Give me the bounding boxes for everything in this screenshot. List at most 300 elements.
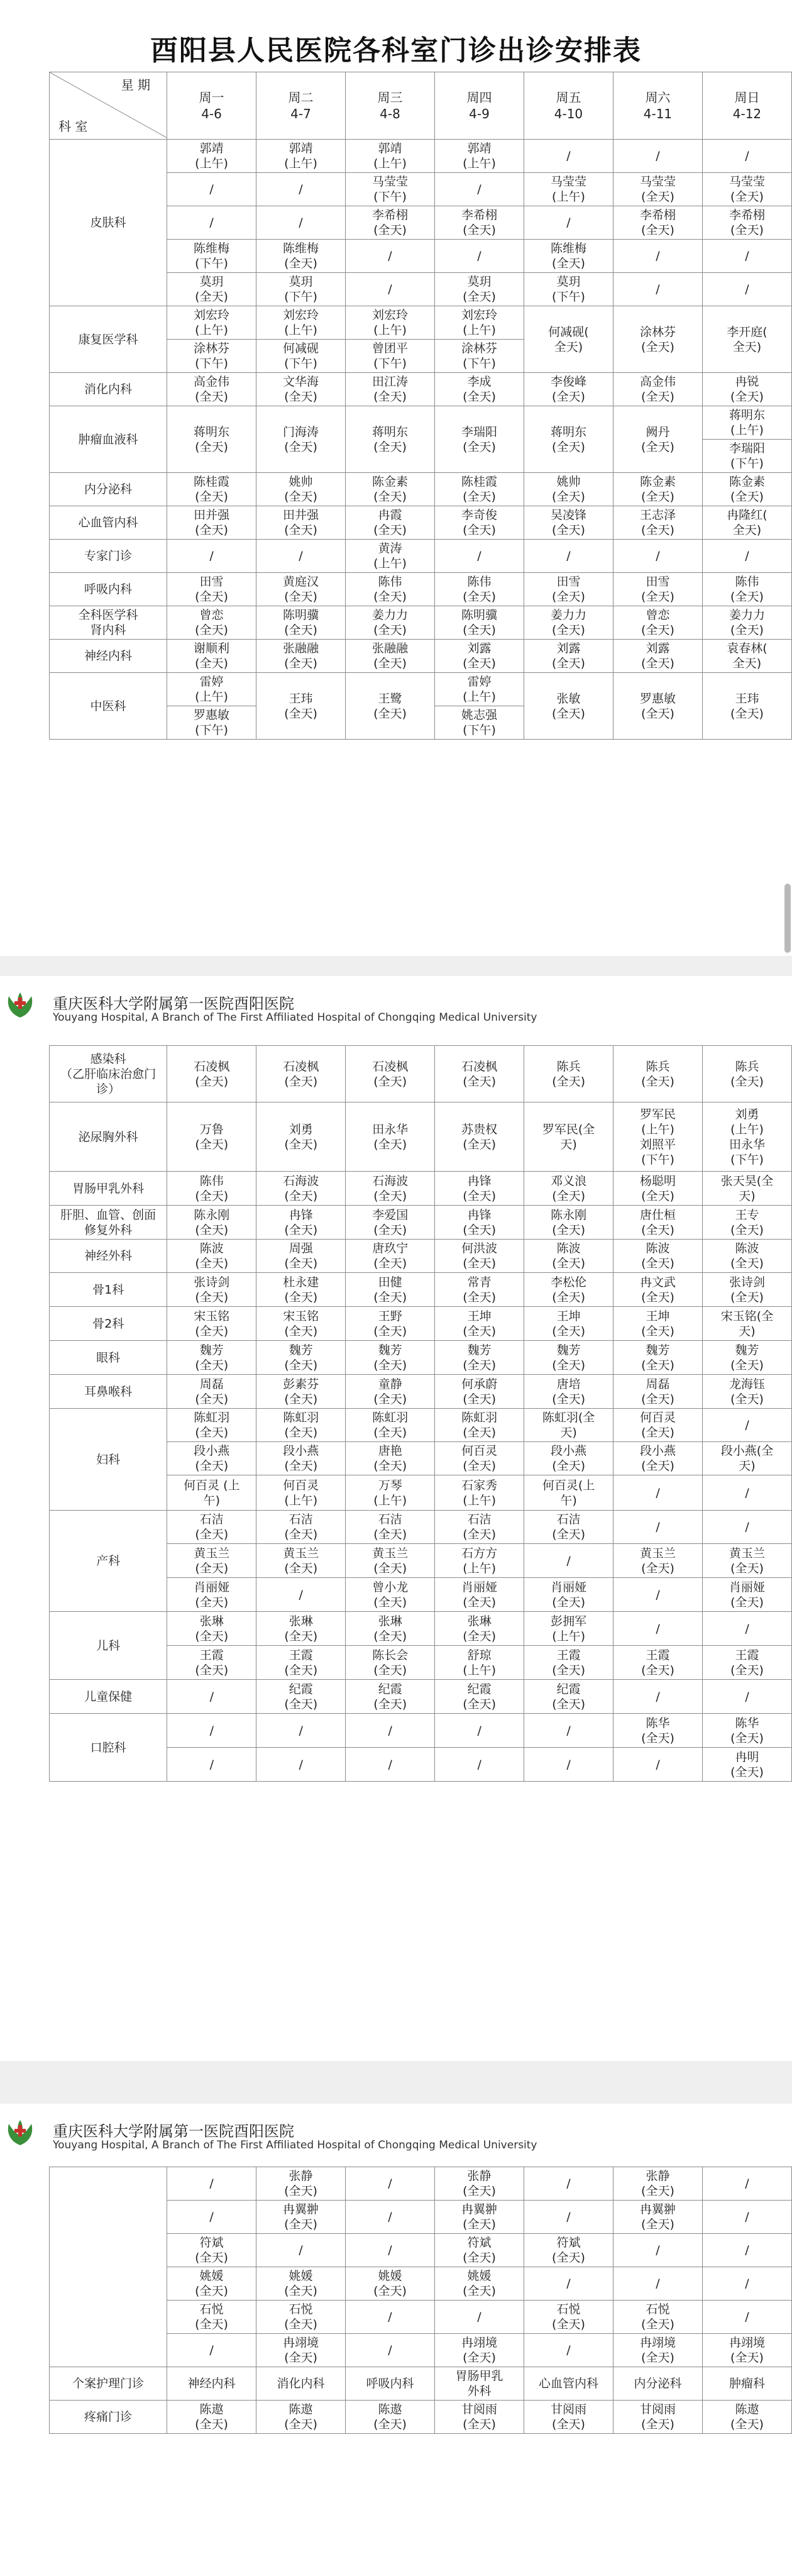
schedule-cell: 黄庭汉 (全天) <box>256 573 346 606</box>
schedule-page-3 <box>0 2104 792 2576</box>
schedule-cell: 石凌枫 (全天) <box>346 1046 435 1102</box>
schedule-cell: 石凌枫 (全天) <box>435 1046 524 1102</box>
schedule-cell: 刘勇 (全天) <box>256 1102 346 1172</box>
corner-dept-label: 科 室 <box>58 119 88 134</box>
schedule-cell: / <box>346 273 435 306</box>
schedule-cell: 文华海 (全天) <box>256 373 346 406</box>
schedule-cell: 陈兵 (全天) <box>703 1046 792 1102</box>
schedule-cell: / <box>524 540 613 573</box>
schedule-cell: 王霞 (全天) <box>167 1646 256 1680</box>
schedule-cell: / <box>524 2267 613 2301</box>
schedule-cell: / <box>703 1511 792 1544</box>
dept-cell: 专家门诊 <box>50 540 167 573</box>
schedule-cell: 魏芳 (全天) <box>435 1341 524 1375</box>
schedule-cell: 张诗剑 (全天) <box>703 1273 792 1307</box>
schedule-cell: 王坤 (全天) <box>613 1307 703 1341</box>
day-header-sat <box>613 72 702 140</box>
schedule-cell: / <box>167 1680 256 1714</box>
schedule-cell: 彭拥军 (上午) <box>524 1612 613 1646</box>
schedule-cell: 陈兵 (全天) <box>524 1046 613 1102</box>
schedule-cell: 马莹莹 (全天) <box>613 173 702 206</box>
dept-cell: 肝胆、血管、创面 修复外科 <box>50 1206 167 1240</box>
schedule-cell: 郭靖 (上午) <box>167 140 256 173</box>
schedule-cell: 蒋明东 (上午) <box>702 406 791 440</box>
schedule-cell: 陈长会 (全天) <box>346 1646 435 1680</box>
schedule-row <box>50 1511 792 1544</box>
schedule-cell: 段小燕 (全天) <box>613 1442 703 1475</box>
schedule-cell: 何百灵(上 午) <box>524 1475 613 1511</box>
day-date: 4-9 <box>469 106 490 121</box>
schedule-cell: 张琳 (全天) <box>435 1612 524 1646</box>
schedule-cell: / <box>256 540 346 573</box>
schedule-cell: / <box>346 1714 435 1748</box>
schedule-cell: 王志泽 (全天) <box>613 506 702 540</box>
schedule-cell: 冉锋 (全天) <box>435 1206 524 1240</box>
schedule-cell: / <box>167 2201 256 2234</box>
dept-cell <box>50 2167 167 2367</box>
schedule-cell: 姜力力 (全天) <box>702 606 791 640</box>
day-header-tue <box>256 72 346 140</box>
schedule-cell: 呼吸内科 <box>346 2367 435 2401</box>
schedule-row <box>50 1409 792 1442</box>
schedule-cell: 张静 (全天) <box>256 2167 346 2201</box>
schedule-cell: 刘宏玲 (上午) <box>256 306 346 340</box>
schedule-cell: / <box>702 240 791 273</box>
schedule-cell: 张敏 (全天) <box>524 673 613 740</box>
schedule-cell: 唐仕桓 (全天) <box>613 1206 703 1240</box>
schedule-cell: 张琳 (全天) <box>256 1612 346 1646</box>
schedule-cell: 李成 (全天) <box>434 373 524 406</box>
schedule-cell: 涂林芬 (下午) <box>434 340 524 373</box>
schedule-cell: 张静 (全天) <box>613 2167 702 2201</box>
schedule-row <box>50 2401 792 2434</box>
schedule-cell: 高金伟 (全天) <box>613 373 702 406</box>
schedule-cell: 陈波 (全天) <box>613 1240 703 1273</box>
schedule-cell: 石洁 (全天) <box>524 1511 613 1544</box>
schedule-cell: 田江涛 (全天) <box>346 373 435 406</box>
schedule-cell: / <box>703 1680 792 1714</box>
schedule-cell: 心血管内科 <box>524 2367 613 2401</box>
page-separator <box>0 956 792 976</box>
schedule-cell: 魏芳 (全天) <box>167 1341 256 1375</box>
schedule-cell: 刘宏玲 (上午) <box>167 306 256 340</box>
day-header-wed <box>346 72 435 140</box>
schedule-cell: 魏芳 (全天) <box>703 1341 792 1375</box>
schedule-page-1 <box>0 0 792 956</box>
schedule-cell: 石洁 (全天) <box>346 1511 435 1544</box>
schedule-cell: 陈华 (全天) <box>613 1714 703 1748</box>
schedule-cell: 王野 (全天) <box>346 1307 435 1341</box>
schedule-cell: 李松伦 (全天) <box>524 1273 613 1307</box>
schedule-cell: 陈兵 (全天) <box>613 1046 703 1102</box>
schedule-cell: 马莹莹 (全天) <box>702 173 791 206</box>
schedule-cell: 甘阅雨 (全天) <box>434 2401 524 2434</box>
schedule-cell: 蒋明东 (全天) <box>524 406 613 473</box>
schedule-cell: 田并强 (全天) <box>167 506 256 540</box>
schedule-cell: 莫玥 (全天) <box>167 273 256 306</box>
schedule-cell: 肿瘤科 <box>702 2367 791 2401</box>
schedule-row <box>50 473 792 506</box>
schedule-cell: 周磊 (全天) <box>613 1375 703 1409</box>
schedule-cell: 曾恋 (全天) <box>167 606 256 640</box>
schedule-cell: 张融融 (全天) <box>256 640 346 673</box>
dept-cell: 肿瘤血液科 <box>50 406 167 473</box>
schedule-cell: 黄玉兰 (全天) <box>256 1544 346 1578</box>
schedule-cell: 冉翊境 (全天) <box>613 2334 702 2367</box>
schedule-cell: / <box>167 1714 256 1748</box>
schedule-row <box>50 506 792 540</box>
dept-cell: 骨2科 <box>50 1307 167 1341</box>
schedule-cell: 刘露 (全天) <box>524 640 613 673</box>
schedule-cell: 田永华 (全天) <box>346 1102 435 1172</box>
schedule-cell: 冉翊境 (全天) <box>434 2334 524 2367</box>
schedule-cell: 张琳 (全天) <box>346 1612 435 1646</box>
schedule-cell: / <box>613 1748 703 1782</box>
schedule-cell: 田雪 (全天) <box>167 573 256 606</box>
schedule-table <box>49 72 792 740</box>
schedule-cell: 蒋明东 (全天) <box>167 406 256 473</box>
schedule-cell: / <box>524 2201 613 2234</box>
schedule-cell: / <box>613 1511 703 1544</box>
schedule-cell: 陈维梅 (全天) <box>256 240 346 273</box>
schedule-cell: 甘阅雨 (全天) <box>613 2401 702 2434</box>
schedule-cell: 姚帅 (全天) <box>256 473 346 506</box>
schedule-cell: / <box>703 1475 792 1511</box>
schedule-cell: 宋玉铭 (全天) <box>167 1307 256 1341</box>
schedule-cell: / <box>346 2234 435 2267</box>
schedule-row <box>50 2167 792 2201</box>
schedule-cell: 陈金素 (全天) <box>702 473 791 506</box>
schedule-cell: 郭靖 (上午) <box>346 140 435 173</box>
schedule-cell: 李希栩 (全天) <box>702 206 791 240</box>
schedule-row <box>50 1206 792 1240</box>
schedule-cell: / <box>167 206 256 240</box>
schedule-cell: 陈伟 (全天) <box>346 573 435 606</box>
schedule-cell: / <box>613 1475 703 1511</box>
schedule-cell: 冉翼翀 (全天) <box>256 2201 346 2234</box>
schedule-cell: 陈伟 (全天) <box>702 573 791 606</box>
schedule-cell: 姜力力 (全天) <box>524 606 613 640</box>
schedule-row <box>50 1680 792 1714</box>
schedule-cell: 神经内科 <box>167 2367 256 2401</box>
schedule-cell: 王坤 (全天) <box>435 1307 524 1341</box>
schedule-cell: 刘露 (全天) <box>613 640 702 673</box>
dept-cell: 全科医学科 肾内科 <box>50 606 167 640</box>
schedule-cell: / <box>346 2201 435 2234</box>
schedule-cell: 纪霞 (全天) <box>256 1680 346 1714</box>
schedule-cell: 段小燕(全 天) <box>703 1442 792 1475</box>
schedule-cell: 纪霞 (全天) <box>435 1680 524 1714</box>
schedule-cell: 杜永建 (全天) <box>256 1273 346 1307</box>
schedule-cell: 石悦 (全天) <box>613 2301 702 2334</box>
schedule-cell: 甘阅雨 (全天) <box>524 2401 613 2434</box>
schedule-cell: 陈波 (全天) <box>167 1240 256 1273</box>
dept-cell: 儿科 <box>50 1612 167 1680</box>
schedule-cell: 黄玉兰 (全天) <box>167 1544 256 1578</box>
schedule-cell: 雷婷 (上午) <box>167 673 256 706</box>
schedule-cell: 雷婷 (上午) <box>434 673 524 706</box>
schedule-cell: / <box>613 1612 703 1646</box>
schedule-cell: 王专 (全天) <box>703 1206 792 1240</box>
schedule-cell: / <box>167 540 256 573</box>
schedule-cell: 涂林芬 (下午) <box>167 340 256 373</box>
schedule-cell: 石海波 (全天) <box>346 1172 435 1206</box>
schedule-cell: / <box>167 1748 256 1782</box>
schedule-cell: 陈虹羽 (全天) <box>256 1409 346 1442</box>
schedule-cell: 黄涛 (上午) <box>346 540 435 573</box>
schedule-cell: 纪霞 (全天) <box>346 1680 435 1714</box>
schedule-row <box>50 640 792 673</box>
dept-cell: 个案护理门诊 <box>50 2367 167 2401</box>
scrollbar[interactable] <box>784 884 791 953</box>
day-date: 4-11 <box>643 106 673 121</box>
schedule-cell: / <box>613 540 702 573</box>
schedule-row <box>50 2367 792 2401</box>
schedule-row <box>50 1102 792 1172</box>
schedule-cell: 罗惠敏 (全天) <box>613 673 702 740</box>
schedule-cell: 何百灵 (上 午) <box>167 1475 256 1511</box>
schedule-cell: 王鹭 (全天) <box>346 673 435 740</box>
schedule-cell: 石洁 (全天) <box>256 1511 346 1544</box>
schedule-row <box>50 1612 792 1646</box>
schedule-cell: / <box>613 1680 703 1714</box>
schedule-cell: / <box>434 173 524 206</box>
schedule-cell: 符斌 (全天) <box>167 2234 256 2267</box>
schedule-cell: 王霞 (全天) <box>703 1646 792 1680</box>
schedule-cell: 高金伟 (全天) <box>167 373 256 406</box>
schedule-row <box>50 1172 792 1206</box>
schedule-cell: / <box>435 1714 524 1748</box>
schedule-cell: / <box>524 206 613 240</box>
schedule-cell: 刘勇 (上午) 田永华 (下午) <box>703 1102 792 1172</box>
schedule-cell: 冉翊境 (全天) <box>702 2334 791 2367</box>
schedule-cell: 段小燕 (全天) <box>524 1442 613 1475</box>
schedule-cell: 周强 (全天) <box>256 1240 346 1273</box>
schedule-cell: 唐艳 (全天) <box>346 1442 435 1475</box>
schedule-cell: 何减砚( 全天) <box>524 306 613 373</box>
schedule-cell: / <box>256 206 346 240</box>
schedule-row <box>50 540 792 573</box>
schedule-page-2 <box>0 976 792 2061</box>
schedule-cell: 张静 (全天) <box>434 2167 524 2201</box>
schedule-cell: 彭素芬 (全天) <box>256 1375 346 1409</box>
day-date: 4-10 <box>554 106 583 121</box>
day-name: 周日 <box>734 90 760 105</box>
day-date: 4-6 <box>201 106 222 121</box>
schedule-cell: / <box>524 140 613 173</box>
schedule-cell: 阙丹 (全天) <box>613 406 702 473</box>
schedule-cell: 唐培 (全天) <box>524 1375 613 1409</box>
day-name: 周五 <box>556 90 581 105</box>
schedule-row <box>50 1375 792 1409</box>
schedule-cell: 陈维梅 (下午) <box>167 240 256 273</box>
schedule-cell: 唐玖宁 (全天) <box>346 1240 435 1273</box>
dept-cell: 胃肠甲乳外科 <box>50 1172 167 1206</box>
schedule-cell: 石洁 (全天) <box>435 1511 524 1544</box>
dept-cell: 眼科 <box>50 1341 167 1375</box>
schedule-cell: 陈遨 (全天) <box>346 2401 435 2434</box>
schedule-cell: 段小燕 (全天) <box>167 1442 256 1475</box>
schedule-cell: / <box>613 2267 702 2301</box>
schedule-cell: / <box>167 2167 256 2201</box>
schedule-cell: 吴凌锋 (全天) <box>524 506 613 540</box>
corner-weekday-label: 星 期 <box>121 77 151 92</box>
schedule-cell: 陈桂霞 (全天) <box>434 473 524 506</box>
schedule-cell: 肖丽娅 (全天) <box>524 1578 613 1612</box>
schedule-cell: 李希栩 (全天) <box>346 206 435 240</box>
schedule-cell: 陈波 (全天) <box>703 1240 792 1273</box>
schedule-cell: 莫玥 (全天) <box>434 273 524 306</box>
schedule-table <box>49 2167 792 2434</box>
hospital-name-cn: 重庆医科大学附属第一医院酉阳医院 <box>53 995 294 1013</box>
dept-cell: 皮肤科 <box>50 140 167 306</box>
schedule-cell: 王坤 (全天) <box>524 1307 613 1341</box>
schedule-cell: 姚帅 (全天) <box>524 473 613 506</box>
schedule-cell: 陈虹羽 (全天) <box>346 1409 435 1442</box>
dept-cell: 神经外科 <box>50 1240 167 1273</box>
schedule-cell: 石凌枫 (全天) <box>167 1046 256 1102</box>
schedule-cell: 苏贵权 (全天) <box>435 1102 524 1172</box>
schedule-cell: 李瑞阳 (下午) <box>702 440 791 473</box>
dept-cell: 神经内科 <box>50 640 167 673</box>
schedule-cell: 魏芳 (全天) <box>524 1341 613 1375</box>
schedule-cell: 魏芳 (全天) <box>346 1341 435 1375</box>
schedule-cell: 符斌 (全天) <box>434 2234 524 2267</box>
schedule-cell: 何洪波 (全天) <box>435 1240 524 1273</box>
schedule-cell: 符斌 (全天) <box>524 2234 613 2267</box>
header-corner <box>50 72 167 140</box>
schedule-cell: 田雪 (全天) <box>613 573 702 606</box>
schedule-cell: / <box>524 2167 613 2201</box>
schedule-cell: 陈金素 (全天) <box>613 473 702 506</box>
schedule-cell: 王霞 (全天) <box>613 1646 703 1680</box>
page-title: 酉阳县人民医院各科室门诊出诊安排表 <box>150 35 642 67</box>
schedule-cell: 黄玉兰 (全天) <box>613 1544 703 1578</box>
dept-cell: 消化内科 <box>50 373 167 406</box>
schedule-cell: 陈遨 (全天) <box>702 2401 791 2434</box>
schedule-cell: 冉文武 (全天) <box>613 1273 703 1307</box>
schedule-cell: 童静 (全天) <box>346 1375 435 1409</box>
schedule-cell: 冉翼翀 (全天) <box>613 2201 702 2234</box>
schedule-cell: 石悦 (全天) <box>167 2301 256 2334</box>
schedule-cell: 李瑞阳 (全天) <box>434 406 524 473</box>
schedule-cell: 田雪 (全天) <box>524 573 613 606</box>
schedule-cell: 何百灵 (全天) <box>435 1442 524 1475</box>
schedule-row <box>50 1273 792 1307</box>
day-header-sun <box>702 72 791 140</box>
schedule-cell: 李希栩 (全天) <box>434 206 524 240</box>
dept-cell: 泌尿胸外科 <box>50 1102 167 1172</box>
schedule-cell: 李俊峰 (全天) <box>524 373 613 406</box>
schedule-cell: 陈伟 (全天) <box>167 1172 256 1206</box>
schedule-cell: / <box>256 1578 346 1612</box>
hospital-name-cn: 重庆医科大学附属第一医院酉阳医院 <box>53 2123 294 2140</box>
schedule-cell: 冉锐 (全天) <box>702 373 791 406</box>
schedule-cell: / <box>702 2267 791 2301</box>
schedule-cell: 何承蔚 (全天) <box>435 1375 524 1409</box>
schedule-cell: 陈金素 (全天) <box>346 473 435 506</box>
schedule-cell: 张琳 (全天) <box>167 1612 256 1646</box>
dept-cell: 妇科 <box>50 1409 167 1511</box>
schedule-cell: / <box>346 2301 435 2334</box>
schedule-cell: 龙海钰 (全天) <box>703 1375 792 1409</box>
schedule-row <box>50 1240 792 1273</box>
schedule-cell: 曾团平 (下午) <box>346 340 435 373</box>
schedule-cell: 李爱国 (全天) <box>346 1206 435 1240</box>
schedule-cell: 何百灵 (全天) <box>613 1409 703 1442</box>
day-name: 周一 <box>199 90 224 105</box>
schedule-cell: / <box>524 1544 613 1578</box>
schedule-cell: 李开庭( 全天) <box>702 306 791 373</box>
schedule-cell: / <box>524 1748 613 1782</box>
schedule-cell: 刘宏玲 (上午) <box>346 306 435 340</box>
schedule-row <box>50 406 792 440</box>
dept-cell: 疼痛门诊 <box>50 2401 167 2434</box>
schedule-cell: 石悦 (全天) <box>256 2301 346 2334</box>
schedule-cell: 姜力力 (全天) <box>346 606 435 640</box>
schedule-cell: 陈虹羽(全 天) <box>524 1409 613 1442</box>
schedule-cell: 刘宏玲 (上午) <box>434 306 524 340</box>
header-row <box>50 72 792 140</box>
schedule-cell: / <box>702 2201 791 2234</box>
schedule-cell: 姚志强 (下午) <box>434 706 524 740</box>
schedule-cell: / <box>703 1612 792 1646</box>
schedule-cell: 黄玉兰 (全天) <box>346 1544 435 1578</box>
schedule-cell: 胃肠甲乳 外科 <box>434 2367 524 2401</box>
schedule-cell: 姚媛 (全天) <box>256 2267 346 2301</box>
schedule-cell: 李奇俊 (全天) <box>434 506 524 540</box>
schedule-cell: 石凌枫 (全天) <box>256 1046 346 1102</box>
schedule-cell: 李希栩 (全天) <box>613 206 702 240</box>
schedule-cell: 陈明骥 (全天) <box>256 606 346 640</box>
schedule-row <box>50 140 792 173</box>
schedule-cell: 纪霞 (全天) <box>524 1680 613 1714</box>
schedule-cell: 门海涛 (全天) <box>256 406 346 473</box>
schedule-cell: 杨聪明 (全天) <box>613 1172 703 1206</box>
schedule-row <box>50 606 792 640</box>
schedule-cell: / <box>434 540 524 573</box>
schedule-cell: 陈永刚 (全天) <box>524 1206 613 1240</box>
schedule-cell: / <box>346 1748 435 1782</box>
schedule-table <box>49 1045 792 1782</box>
schedule-cell: 何百灵 (上午) <box>256 1475 346 1511</box>
hospital-logo-icon <box>4 2116 36 2149</box>
schedule-cell: 肖丽娅 (全天) <box>703 1578 792 1612</box>
day-name: 周四 <box>466 90 492 105</box>
hospital-header <box>4 989 632 1029</box>
schedule-cell: / <box>167 173 256 206</box>
schedule-cell: 冉翊境 (全天) <box>256 2334 346 2367</box>
schedule-cell: 陈维梅 (全天) <box>524 240 613 273</box>
schedule-cell: 万琴 (上午) <box>346 1475 435 1511</box>
schedule-cell: 田井强 (全天) <box>256 506 346 540</box>
schedule-cell: 莫玥 (下午) <box>524 273 613 306</box>
schedule-cell: 罗惠敏 (下午) <box>167 706 256 740</box>
dept-cell: 康复医学科 <box>50 306 167 373</box>
day-date: 4-8 <box>380 106 400 121</box>
schedule-cell: 石方方 (上午) <box>435 1544 524 1578</box>
day-name: 周二 <box>288 90 314 105</box>
schedule-row <box>50 573 792 606</box>
schedule-cell: 陈伟 (全天) <box>434 573 524 606</box>
dept-cell: 骨1科 <box>50 1273 167 1307</box>
hospital-name-en: Youyang Hospital, A Branch of The First Affiliated Hospital of Chongqing Medical University <box>53 2139 537 2151</box>
schedule-cell: 罗军民(全 天) <box>524 1102 613 1172</box>
schedule-cell: 陈虹羽 (全天) <box>435 1409 524 1442</box>
schedule-cell: 冉翼翀 (全天) <box>434 2201 524 2234</box>
schedule-row <box>50 1046 792 1102</box>
schedule-cell: / <box>434 240 524 273</box>
